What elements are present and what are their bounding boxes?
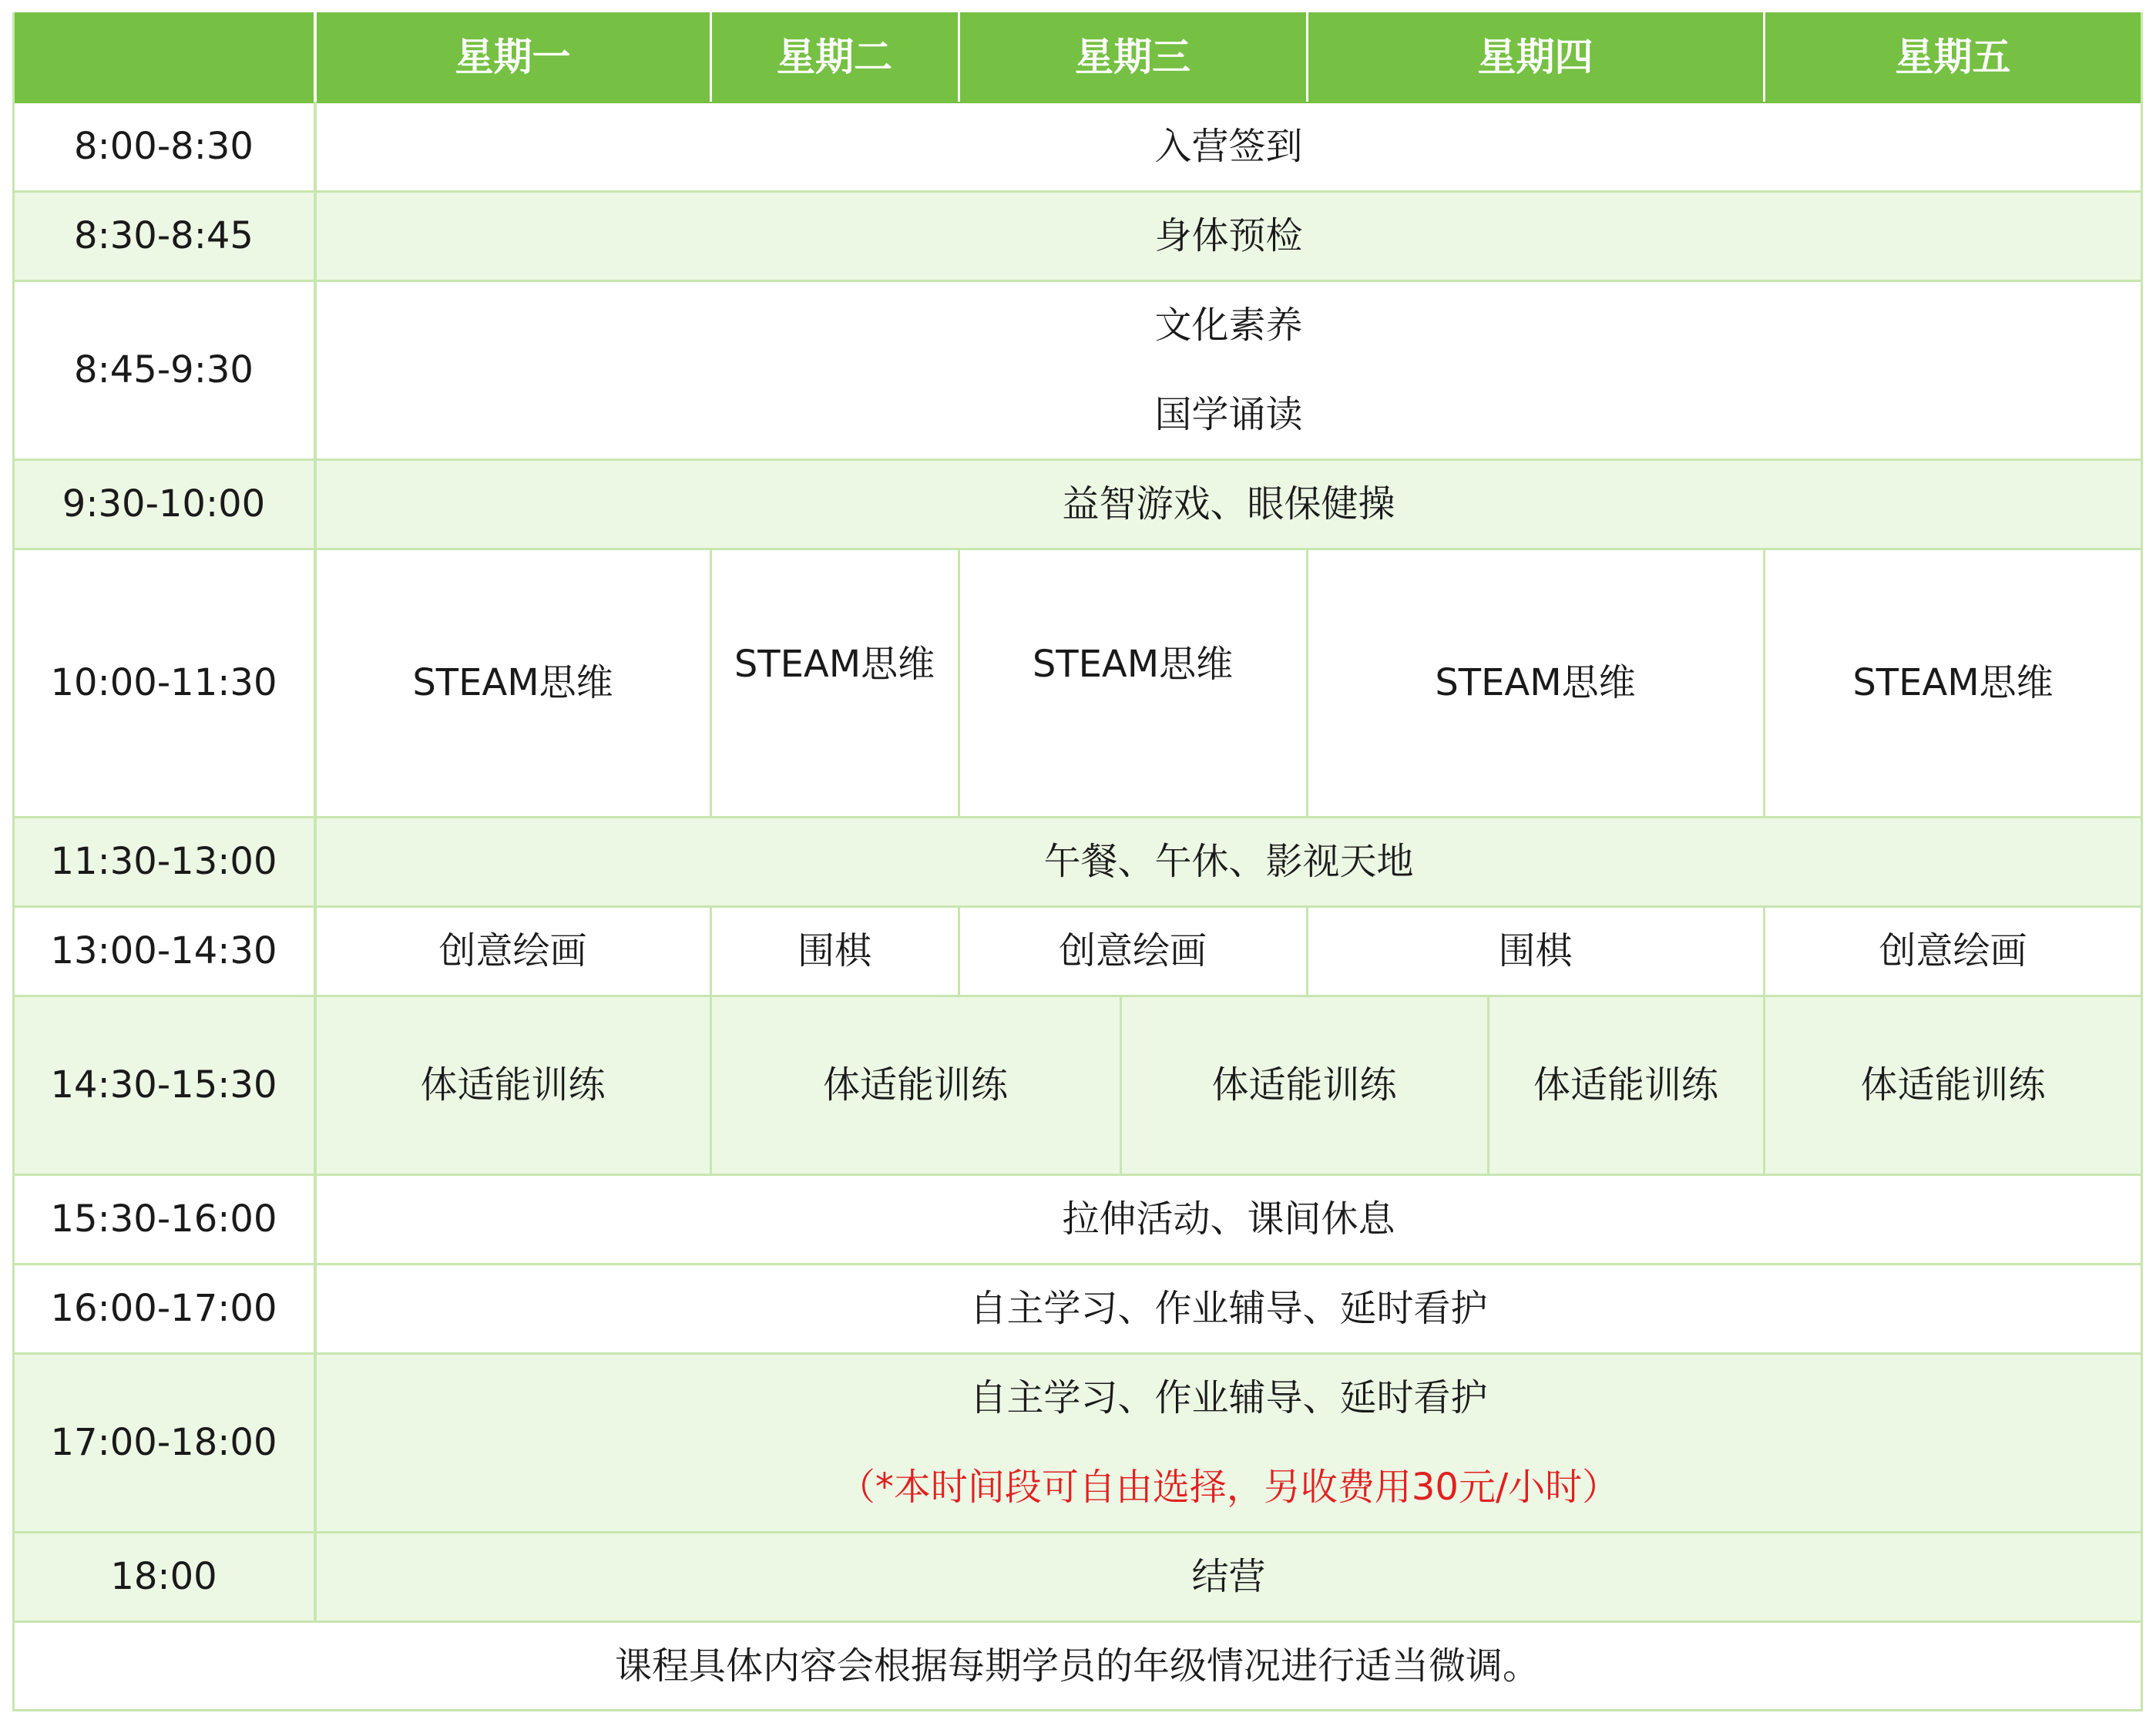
header-wednesday: 星期三	[959, 12, 1307, 102]
steam-cell-monday: STEAM思维	[315, 549, 710, 817]
header-white-divider	[1763, 12, 1765, 102]
fitness-cell: 体适能训练	[315, 996, 710, 1174]
column-divider-line	[710, 996, 712, 1174]
time-cell: 16:00-17:00	[12, 1264, 315, 1353]
row-divider-line	[12, 1531, 2142, 1533]
column-divider-line	[1487, 996, 1489, 1174]
steam-cell-thursday: STEAM思维	[1307, 549, 1764, 817]
header-divider-line	[12, 100, 2142, 103]
class-cell-friday: 创意绘画	[1764, 906, 2142, 996]
time-cell: 15:30-16:00	[12, 1174, 315, 1264]
class-cell-tuesday: 围棋	[710, 906, 959, 996]
time-cell: 10:00-11:30	[12, 549, 315, 817]
activity-cell: 拉伸活动、课间休息	[315, 1174, 2142, 1264]
time-cell: 8:45-9:30	[12, 280, 315, 459]
header-tuesday: 星期二	[710, 12, 959, 102]
column-divider-line	[1306, 549, 1308, 817]
steam-cell-wednesday: STEAM思维	[959, 549, 1307, 817]
row-divider-line	[12, 816, 2142, 818]
header-white-divider	[958, 12, 960, 102]
fitness-cell: 体适能训练	[710, 996, 1120, 1174]
fitness-cell: 体适能训练	[1120, 996, 1488, 1174]
row-divider-line	[12, 905, 2142, 908]
right-border-line	[2141, 12, 2143, 1711]
time-cell: 17:00-18:00	[12, 1353, 315, 1532]
row-divider-line	[12, 190, 2142, 193]
activity-cell-two-line	[315, 280, 2142, 459]
column-divider-line	[710, 906, 712, 996]
row-divider-line	[12, 458, 2142, 461]
row-divider-line	[12, 548, 2142, 550]
row-divider-line	[12, 1352, 2142, 1355]
time-column-divider	[314, 12, 317, 1621]
header-white-divider	[314, 12, 317, 102]
activity-line: 文化素养	[1154, 304, 1303, 347]
activity-cell: 结营	[315, 1532, 2142, 1621]
header-monday: 星期一	[315, 12, 710, 102]
row-divider-line	[12, 1263, 2142, 1265]
time-cell: 8:00-8:30	[12, 102, 315, 191]
column-divider-line	[1763, 549, 1765, 817]
fee-note: （*本时间段可自由选择，另收费用30元/小时）	[838, 1466, 1620, 1509]
time-cell: 11:30-13:00	[12, 817, 315, 906]
header-thursday: 星期四	[1307, 12, 1764, 102]
row-divider-line	[12, 280, 2142, 282]
row-divider-line	[12, 995, 2142, 997]
time-cell: 9:30-10:00	[12, 459, 315, 549]
column-divider-line	[1120, 996, 1122, 1174]
row-divider-line	[12, 1621, 2142, 1623]
column-divider-line	[958, 906, 960, 996]
activity-cell: 入营签到	[315, 102, 2142, 191]
time-cell: 13:00-14:30	[12, 906, 315, 996]
class-cell-thursday: 围棋	[1307, 906, 1764, 996]
activity-cell: 益智游戏、眼保健操	[315, 459, 2142, 549]
activity-cell: 身体预检	[315, 191, 2142, 280]
activity-cell: 午餐、午休、影视天地	[315, 817, 2142, 906]
column-divider-line	[958, 549, 960, 817]
column-divider-line	[1763, 996, 1765, 1174]
time-cell: 14:30-15:30	[12, 996, 315, 1174]
bottom-border-line	[12, 1709, 2142, 1711]
header-white-divider	[1306, 12, 1308, 102]
header-corner-cell	[12, 12, 315, 102]
row-divider-line	[12, 1174, 2142, 1176]
header-friday: 星期五	[1764, 12, 2142, 102]
activity-cell-with-note	[315, 1353, 2142, 1532]
time-cell: 18:00	[12, 1532, 315, 1621]
fitness-cell: 体适能训练	[1764, 996, 2142, 1174]
column-divider-line	[1763, 906, 1765, 996]
activity-line: 国学诵读	[1154, 393, 1303, 436]
column-divider-line	[1306, 906, 1308, 996]
footer-note: 课程具体内容会根据每期学员的年级情况进行适当微调。	[12, 1621, 2142, 1711]
steam-cell-tuesday: STEAM思维	[710, 549, 959, 817]
activity-cell: 自主学习、作业辅导、延时看护	[315, 1264, 2142, 1353]
activity-line: 自主学习、作业辅导、延时看护	[969, 1376, 1488, 1419]
header-white-divider	[710, 12, 712, 102]
left-border-line	[12, 12, 15, 1711]
fitness-cell: 体适能训练	[1488, 996, 1764, 1174]
steam-cell-friday: STEAM思维	[1764, 549, 2142, 817]
time-cell: 8:30-8:45	[12, 191, 315, 280]
column-divider-line	[710, 549, 712, 817]
class-cell-wednesday: 创意绘画	[959, 906, 1307, 996]
class-cell-monday: 创意绘画	[315, 906, 710, 996]
